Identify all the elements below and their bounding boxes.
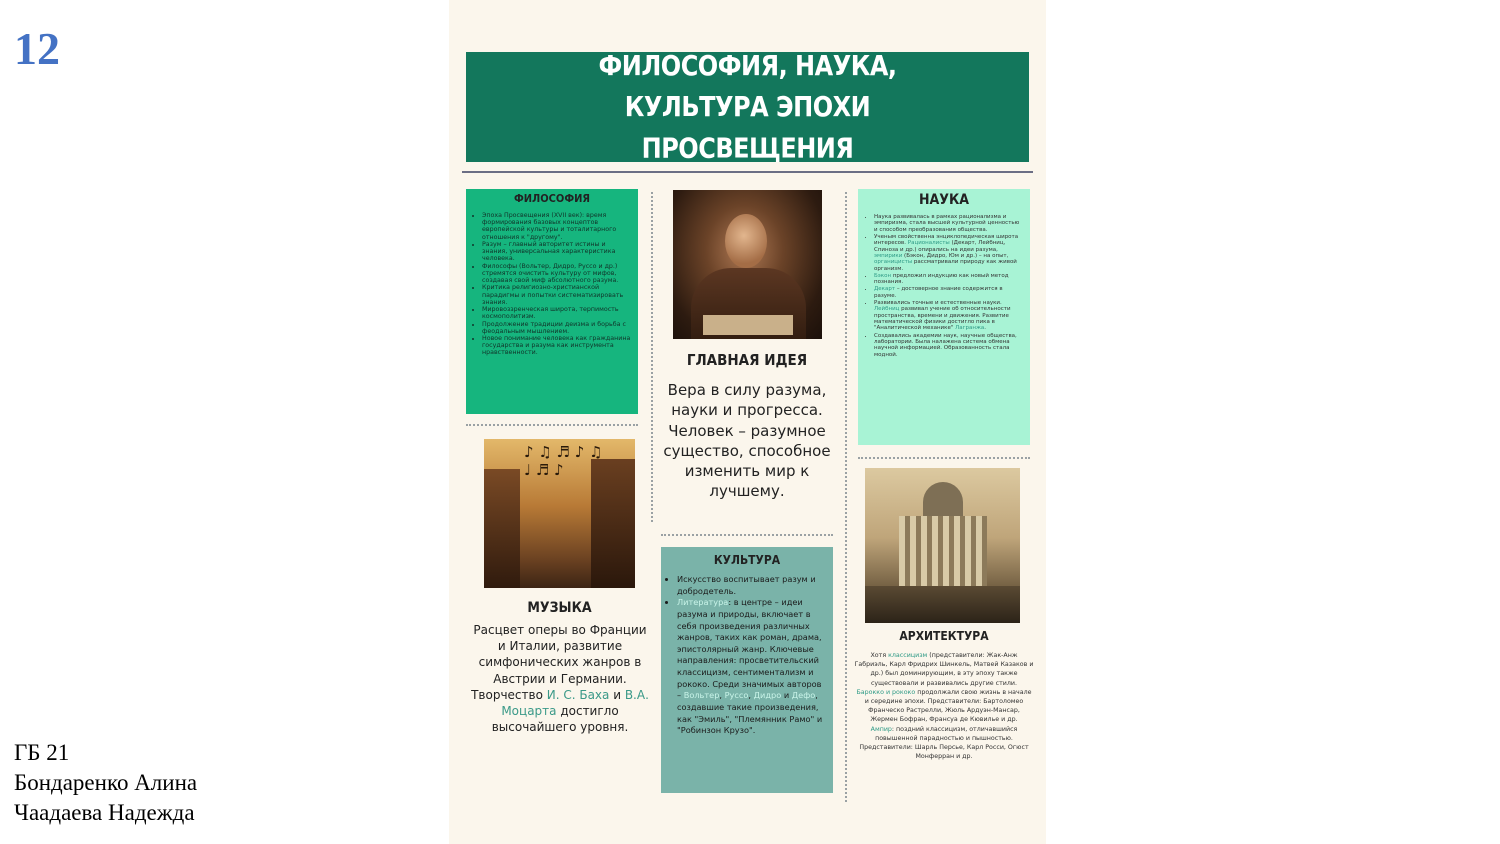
highlighted-term: Дидро [753,690,782,701]
title-divider [462,171,1033,173]
composer-bach: И. С. Баха [546,687,610,702]
column-divider [845,192,847,802]
highlighted-term: Вольтер [683,690,720,701]
science-item: • Наука развивалась в рамках рационализма и эмпиризма, стала высшей культурной ценностью и способом преобразования общества. [874,214,1024,233]
poster-title: ФИЛОСОФИЯ, НАУКА, КУЛЬТУРА ЭПОХИ ПРОСВЕЩЕНИЯ [598,49,897,165]
science-section [858,189,1030,445]
row-divider [661,534,833,536]
culture-section [661,547,833,793]
authors-block [14,738,197,828]
highlighted-term: Лагранжа [955,325,985,332]
column-divider [651,192,653,522]
music-text: Расцвет оперы во Франции и Италии, развитие симфонических жанров в Австрии и Германии. Творчество И. С. Баха и В.А. Моцарта достигло высочайшего уровня. [471,623,649,735]
main-idea-text: Вера в силу разума, науки и прогресса. Человек – разумное существо, способное изменить мир к лучшему. [663,381,831,501]
highlighted-term: Декарт [874,286,896,293]
culture-item: • Искусство воспитывает разум и добродетель. [677,574,827,597]
science-item: • Декарт – достоверное знание содержится в разуме. [874,286,1024,299]
architecture-paragraph: Хотя классицизм (представители: Жак-Анж Габриэль, Карл Фридрих Шинкель, Матвей Казаков и др.) был доминирующим, в эту эпоху также существовали и развивались другие стили. [854,652,1034,687]
science-title: НАУКА [918,192,970,208]
slide-number: 12 [14,23,60,74]
science-item: • Развивались точные и естественные науки. Лейбниц развивал учение об относительности пространства, времени и движения. Развитие математической физики достигло пика в "Аналитической механике" Лагранжа. [874,300,1024,332]
architecture-paragraph: Ампир: поздний классицизм, отличавшийся повышенной парадностью и пышностью. Представители: Шарль Персье, Карл Росси, Огюст Монферран и др. [859,725,1029,761]
poster-title-banner [466,49,1029,165]
philosophy-item: • Философы (Вольтер, Дидро, Руссо и др.) стремятся очистить культуру от мифов, создавая свой миф абсолютного разума. [482,263,632,285]
philosopher-portrait-image [673,190,822,339]
author-name: Бондаренко Алина [14,770,198,795]
architecture-paragraph: Барокко и рококо продолжали свою жизнь в начале и середине эпохи. Представители: Бартоломео Франческо Растрелли, Жюль Ардуэн-Мансар, Жермен Бофран, Франсуа де Кювилье и др. [856,688,1032,724]
row-divider [466,424,638,426]
highlighted-term: Рационалисты [907,240,950,247]
composer-mozart: В.А. Моцарта [501,687,649,719]
science-item: • Бэкон предложил индукцию как новый метод познания. [874,273,1024,286]
architecture-image [865,468,1020,623]
philosophy-title: ФИЛОСОФИЯ [513,192,591,205]
philosophy-item: • Продолжение традиции деизма и борьба с феодальным мышлением. [482,321,632,335]
music-title: МУЗЫКА [527,600,592,616]
culture-title: КУЛЬТУРА [713,553,781,567]
highlighted-term: Литература [677,597,729,608]
highlighted-term: Дефо [791,690,816,701]
highlighted-term: Ампир [870,725,892,733]
architecture-title: АРХИТЕКТУРА [899,629,989,643]
highlighted-term: Руссо [724,690,749,701]
highlighted-term: Бэкон [874,272,892,279]
highlighted-term: органицисты [874,259,913,266]
architecture-text [854,651,1034,761]
philosophy-item: • Критика религиозно-христианской парадигмы и попытки систематизировать знания. [482,284,632,306]
philosophy-item: • Эпоха Просвещения (XVII век): время формирования базовых концептов европейской культуры и тоталитарного отношения к "другому". [482,212,632,241]
author-name: Чаадаева Надежда [14,800,195,825]
philosophy-item: • Разум – главный авторитет истины и знания, универсальная характеристика человека. [482,241,632,263]
highlighted-term: Лейбниц [874,306,900,313]
highlighted-term: классицизм [888,652,928,659]
highlighted-term: Барокко и рококо [856,688,916,696]
row-divider [858,457,1030,459]
culture-item: • Литература: в центре – идеи разума и природы, включает в себя произведения различных жанров, таких как роман, драма, эпистолярный жанр. Ключевые направления: просветительский классицизм, сентиментализм и рококо. Среди значимых авторов – Вольтер, Руссо, Дидро и Дефо, создавшие такие произведения, как "Эмиль", "Племянник Рамо" и "Робинзон Крузо". [677,597,827,737]
philosophy-item: • Мировоззренческая широта, терпимость космополитизм. [482,306,632,320]
science-item: • Ученым свойственна энциклопедическая широта интересов. Рационалисты (Декарт, Лейбниц, Спиноза и др.) опирались на идеи разума, эмпирики (Бэкон, Дидро, Юм и др.) – на опыт, органицисты рассматривали природу как живой организм. [874,234,1024,272]
main-idea-title: ГЛАВНАЯ ИДЕЯ [686,351,808,369]
author-group: ГБ 21 [14,740,70,765]
philosophy-item: • Новое понимание человека как гражданина государства и разума как инструмента нравственности. [482,335,632,357]
music-street-image: ♪ ♫ ♬ ♪ ♫ ♩ ♬ ♪ [484,439,635,588]
science-item: • Создавались академии наук, научные общества, лаборатории. Была налажена система обмена научной информацией. Образованность стала модной. [874,333,1024,358]
poster [449,0,1046,844]
philosophy-section [466,189,638,414]
highlighted-term: эмпирики [874,252,903,259]
